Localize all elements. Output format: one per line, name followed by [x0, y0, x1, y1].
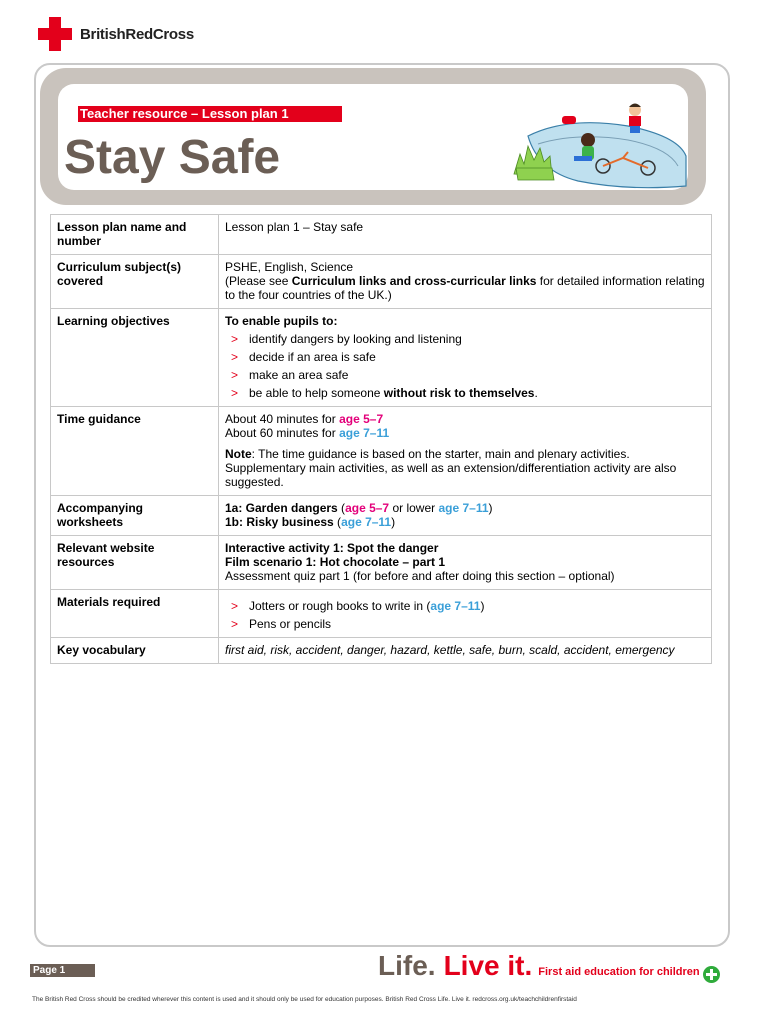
row-key: Materials required	[51, 590, 219, 638]
objectives-list	[225, 332, 705, 400]
curriculum-links-ref: Curriculum links and cross-curricular links	[291, 274, 537, 288]
web-resource: Interactive activity 1: Spot the danger	[225, 541, 439, 555]
age-badge: age 5–7	[345, 501, 390, 515]
age-badge: age 7–11	[438, 501, 489, 515]
row-value: first aid, risk, accident, danger, hazard, kettle, safe, burn, scald, accident, emergency	[219, 638, 712, 664]
list-item: > Pens or pencils	[225, 617, 705, 631]
list-item: > decide if an area is safe	[225, 350, 705, 364]
paren: )	[488, 501, 493, 515]
objective-text: be able to help someone	[249, 386, 384, 400]
credit-footer: The British Red Cross should be credited wherever this content is used and it should only be used for education purposes. British Red Cross Life. Live it. redcross.org.uk/teachchildrenfirstaid	[32, 996, 577, 1003]
objective-end: .	[534, 386, 538, 400]
table-row	[51, 215, 712, 255]
row-value	[219, 255, 712, 309]
web-resource: Assessment quiz part 1 (for before and after doing this section – optional)	[225, 569, 615, 583]
row-key: Key vocabulary	[51, 638, 219, 664]
row-key: Learning objectives	[51, 309, 219, 407]
curriculum-note-post: for detailed information relating to the four countries of the UK.)	[225, 274, 705, 302]
worksheet-title: 1a: Garden dangers	[225, 501, 338, 515]
lesson-plan-table	[50, 214, 712, 664]
row-key: Relevant website resources	[51, 536, 219, 590]
age-badge: age 5–7	[339, 412, 384, 426]
row-value	[219, 309, 712, 407]
tagline-life: Life.	[378, 950, 436, 981]
resource-label: Teacher resource – Lesson plan 1	[78, 106, 342, 122]
table-row	[51, 407, 712, 496]
table-row	[51, 255, 712, 309]
paren: )	[391, 515, 396, 529]
list-item	[225, 386, 705, 400]
age-badge: age 7–11	[341, 515, 392, 529]
row-key: Time guidance	[51, 407, 219, 496]
web-resource: Film scenario 1: Hot chocolate – part 1	[225, 555, 446, 569]
paren: (	[337, 501, 346, 515]
table-row	[51, 536, 712, 590]
row-value	[219, 536, 712, 590]
row-key: Curriculum subject(s) covered	[51, 255, 219, 309]
list-item	[225, 599, 705, 613]
row-value	[219, 590, 712, 638]
age-badge: age 7–11	[430, 599, 481, 613]
materials-list	[225, 599, 705, 631]
row-key: Accompanying worksheets	[51, 496, 219, 536]
age-badge: age 7–11	[339, 426, 390, 440]
time-line: About 60 minutes for	[225, 426, 340, 440]
tagline-sub: First aid education for children	[538, 966, 700, 978]
paren: (	[333, 515, 342, 529]
page-number: Page 1	[30, 964, 95, 977]
plus-icon	[703, 966, 720, 983]
note-label: Note	[225, 447, 252, 461]
note-text: : The time guidance is based on the starter, main and plenary activities. Supplementary main activities, as well as an extension/differentiation activity are also suggested.	[225, 447, 677, 489]
table-row	[51, 309, 712, 407]
red-cross-icon	[38, 17, 72, 51]
page-title: Stay Safe	[64, 131, 281, 184]
table-row	[51, 638, 712, 664]
paren: )	[480, 599, 485, 613]
logo-text: BritishRedCross	[80, 25, 194, 43]
objectives-intro: To enable pupils to:	[225, 314, 338, 328]
row-value	[219, 407, 712, 496]
children-road-illustration	[508, 96, 688, 192]
row-key: Lesson plan name and number	[51, 215, 219, 255]
tagline-live-it: Live it.	[443, 950, 533, 981]
row-value	[219, 496, 712, 536]
worksheet-title: 1b: Risky business	[225, 515, 334, 529]
row-value: Lesson plan 1 – Stay safe	[219, 215, 712, 255]
list-item: > identify dangers by looking and listening	[225, 332, 705, 346]
material-text: Jotters or rough books to write in (	[249, 599, 431, 613]
table-row	[51, 496, 712, 536]
table-row	[51, 590, 712, 638]
tagline	[378, 950, 700, 982]
british-red-cross-logo	[38, 16, 194, 52]
curriculum-note-pre: (Please see	[225, 274, 292, 288]
subjects-text: PSHE, English, Science	[225, 260, 354, 274]
time-line: About 40 minutes for	[225, 412, 340, 426]
or-lower: or lower	[389, 501, 439, 515]
objective-emphasis: without risk to themselves	[383, 386, 535, 400]
list-item: > make an area safe	[225, 368, 705, 382]
